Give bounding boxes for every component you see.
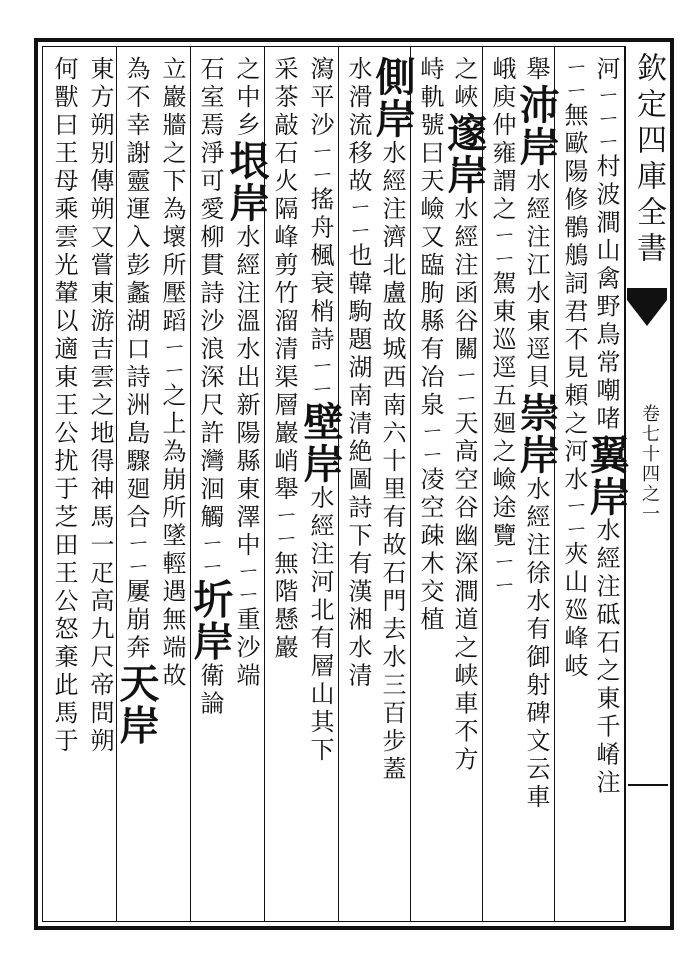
- fish-tail-mark: [627, 288, 667, 300]
- entry-text: 之峽: [450, 56, 478, 112]
- column-rule: [190, 46, 191, 922]
- entry-text: 立巖牆之下為壞所壓蹈ㄧㄧ之上為崩所墜輕遇無端故: [158, 56, 186, 691]
- entry-text: 水經注徐水有御射碑文云車: [522, 476, 550, 812]
- text-column: [46, 56, 82, 906]
- entry-heading: 側岸: [369, 56, 416, 140]
- entry-heading: 垠岸: [223, 140, 270, 224]
- entry-heading: 天岸: [113, 662, 160, 747]
- entry-text: 水滑流移故ㄧㄧ也韓駒題湖南清絶圖詩下有漢湘水清: [344, 56, 372, 691]
- entry-text: 之中乡: [232, 56, 260, 140]
- entry-text: 東方朔别傳朔又嘗東游吉雲之地得神馬一疋高九尺帝問朔: [86, 56, 114, 756]
- entry-text: 峨庾仲雍謂之ㄧㄧ: [488, 56, 516, 271]
- entry-text: 水經注江水東逕貝: [522, 168, 550, 392]
- entry-text: 河ㄧㄧㄧ村波澗山禽野鳥常嘲啫: [592, 56, 620, 434]
- entry-text: 衛論: [196, 662, 224, 719]
- entry-heading: 沛岸: [513, 84, 560, 168]
- text-column: [412, 56, 448, 906]
- text-column: [583, 56, 630, 906]
- entry-text: 駕東巡逕五廻之嶮途覽ㄧㄧ: [488, 270, 516, 597]
- text-column: [441, 56, 488, 906]
- text-column: [513, 56, 560, 906]
- text-column: [297, 56, 344, 906]
- text-column: [223, 56, 270, 906]
- entry-text: 淨可愛柳貫詩沙浪深尺許灣洄觸ㄧㄧ: [196, 140, 224, 579]
- entry-heading: 壁岸: [297, 400, 344, 485]
- text-column: [556, 56, 592, 906]
- text-column: [82, 56, 118, 906]
- entry-heading: 翼岸: [583, 433, 630, 518]
- text-column: [484, 56, 520, 906]
- entry-heading: 崇岸: [513, 392, 560, 476]
- entry-text: 層巖峭舉ㄧㄧ無階懸巖: [270, 392, 298, 663]
- entry-text: 水經注溫水出新陽縣東澤中ㄧㄧ重沙端: [232, 224, 260, 691]
- entry-text: 軌號曰天嶮又臨朐縣有冶泉ㄧㄧ凌空疎木交植: [416, 84, 444, 635]
- entry-heading: 圻岸: [187, 578, 234, 663]
- entry-heading: 邃岸: [441, 112, 488, 196]
- entry-text: 為不幸謝靈運入彭蠡湖口詩洲島驟廻合ㄧㄧ屢崩奔: [122, 56, 150, 663]
- entry-text: 何獸曰王母乘雲光輦以適東王公扰于芝田王公怒棄此馬于: [50, 56, 78, 756]
- entry-text: 石室焉: [196, 56, 224, 140]
- fish-tail-mark: [627, 300, 667, 326]
- text-column: [154, 56, 190, 906]
- entry-text: 采茶敲石火隔峰剪竹溜清渠: [270, 56, 298, 392]
- entry-text: 水經注河北有層山其下: [306, 484, 334, 765]
- text-column: [113, 56, 160, 906]
- text-column: [340, 56, 376, 906]
- entry-text: 舉: [522, 56, 550, 84]
- entry-text: 峙: [416, 56, 444, 84]
- entry-text: 瀉平沙ㄧㄧ搖舟楓衰梢詩ㄧㄧ: [306, 56, 334, 401]
- text-column: [369, 56, 416, 906]
- volume-label: 卷七十四之一: [639, 404, 660, 524]
- entry-text: 水經注濟北盧故城西南六十里有故石門去水三百步蓋: [378, 140, 406, 784]
- entry-text: 水經注函谷關ㄧㄧ天高空谷幽深澗道之峡車不方: [450, 196, 478, 775]
- margin-rule: [628, 784, 668, 786]
- entry-text: 水經注砥石之東千崤注: [592, 517, 620, 798]
- book-title: 欽定四庫全書: [631, 52, 666, 268]
- column-rule: [410, 46, 411, 922]
- column-rule: [554, 46, 555, 922]
- entry-text: 之河水ㄧㄧ夾山廵峰岐: [560, 410, 588, 681]
- entry-text: ㄧㄧ無歐陽修鶻鵃詞君不見頼: [560, 56, 588, 411]
- text-column: [187, 56, 234, 906]
- text-column: [266, 56, 302, 906]
